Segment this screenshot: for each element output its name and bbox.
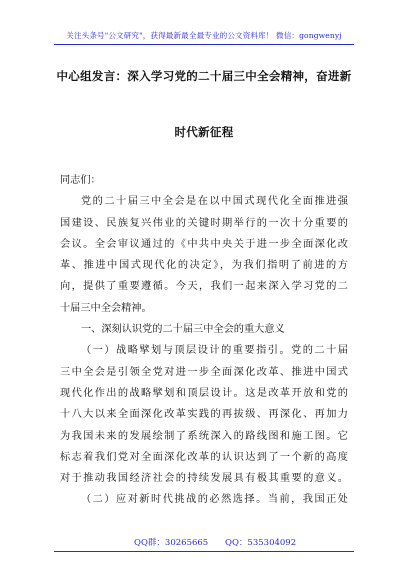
- paragraph-line: 现代化作出的战略擘划和顶层设计。这是改革开放和党的: [60, 387, 348, 399]
- paragraph-line: 革、推进中国式现代化的决定》，为我们指明了前进的方: [60, 260, 348, 272]
- paragraph-line: 十届三中全会精神。: [60, 302, 152, 314]
- paragraph-line: 标志着我们党对全面深化改革的认识达到了一个新的高度: [60, 451, 348, 463]
- paragraph-line: （一）战略擘划与顶层设计的重要指引。党的二十届: [81, 345, 348, 357]
- paragraph-line: 十八大以来全面深化改革实践的再拔级、再深化、再加力: [60, 409, 348, 421]
- salutation: 同志们：: [60, 175, 101, 186]
- paragraph-line: 向，提供了重要遵循。今天，我们一起来深入学习党的二: [60, 281, 348, 293]
- paragraph-line: 党的二十届三中全会是在以中国式现代化全面推进强: [81, 196, 348, 208]
- paragraph-line: 三中全会是引领全党对进一步全面深化改革、推进中国式: [60, 366, 348, 378]
- section-heading: 一、深刻认识党的二十届三中全会的重大意义: [81, 324, 285, 336]
- header-note: 关注头条号"公文研究"，获得最新最全最专业的公文资料库！ 微信：gongwenyj: [66, 31, 342, 40]
- document-title-line-1: 中心组发言：深入学习党的二十届三中全会精神，奋进新: [56, 69, 352, 83]
- footer: [0, 536, 408, 550]
- paragraph-line: 会议。全会审议通过的《中共中央关于进一步全面深化改: [60, 238, 348, 250]
- paragraph-line: （二）应对新时代挑战的必然选择。当前，我国正处: [81, 494, 348, 506]
- footer-qq-contact: QQ：535304092: [225, 538, 297, 548]
- document-body: [60, 170, 348, 511]
- paragraph-line: 对于推动我国经济社会的持续发展具有极其重要的意义。: [60, 473, 348, 485]
- footer-qq-group: QQ群：30265665: [134, 538, 209, 548]
- document-title-line-2: 时代新征程: [174, 125, 234, 139]
- header-divider: [54, 44, 354, 45]
- footer-divider: [54, 551, 354, 552]
- paragraph-line: 为我国未来的发展绘制了系统深入的路线图和施工图。它: [60, 430, 348, 442]
- paragraph-line: 国建设、民族复兴伟业的关键时期举行的一次十分重要的: [60, 217, 348, 229]
